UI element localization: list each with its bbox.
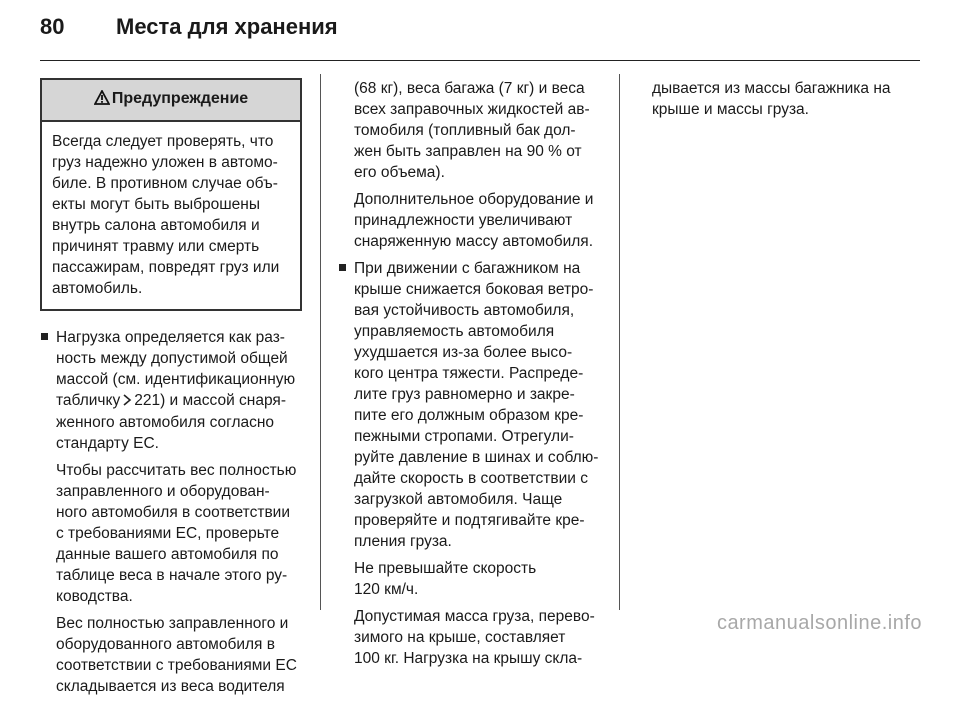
text-line: Нагрузка определяется как раз- (56, 329, 285, 346)
text-line: управляемость автомобиля (354, 323, 555, 340)
header-divider (40, 60, 920, 61)
text-line: Не превышайте скорость (354, 560, 537, 577)
text-line: Допустимая масса груза, перево- (354, 608, 595, 625)
text-line: крыше снижается боковая ветро- (354, 281, 594, 298)
text-line: кого центра тяжести. Распреде- (354, 365, 584, 382)
text-line: принадлежности увеличивают (354, 212, 573, 229)
column-divider-2 (619, 74, 620, 610)
warning-line: внутрь салона автомобиля и (52, 217, 260, 234)
page-number: 80 (40, 14, 65, 39)
text-line: данные вашего автомобиля по (56, 546, 279, 563)
warning-line: причинят травму или смерть (52, 238, 260, 255)
text-line: проверяйте и подтягивайте кре- (354, 512, 585, 529)
text-line: с требованиями ЕС, проверьте (56, 525, 280, 542)
paragraph-additional-equipment (338, 189, 610, 252)
text-line: вая устойчивость автомобиля, (354, 302, 575, 319)
paragraph-weight-continued (338, 78, 610, 183)
text-line: Вес полностью заправленного и (56, 615, 289, 632)
bullet-load-definition (40, 327, 310, 454)
text-line: загрузкой автомобиля. Чаще (354, 491, 563, 508)
column-2 (338, 78, 610, 675)
text-line: 120 км/ч. (354, 581, 419, 598)
text-line: соответствии с требованиями ЕС (56, 657, 297, 674)
page-header (40, 14, 338, 40)
warning-line: биле. В противном случае объ- (52, 175, 278, 192)
text-line: пите его должным образом кре- (354, 407, 584, 424)
warning-title: Предупреждение (111, 90, 249, 107)
text-line: оборудованного автомобиля в (56, 636, 275, 653)
text-line: Чтобы рассчитать вес полностью (56, 462, 297, 479)
warning-header (42, 80, 300, 122)
text-line: таблице веса в начале этого ру- (56, 567, 288, 584)
text-line: дайте скорость в соответствии с (354, 470, 588, 487)
column-1 (40, 78, 310, 703)
paragraph-full-weight (40, 613, 310, 697)
text-line: ухудшается из-за более высо- (354, 344, 573, 361)
text-line: всех заправочных жидкостей ав- (354, 101, 590, 118)
warning-line: груз надежно уложен в автомо- (52, 154, 278, 171)
text-line: руйте давление в шинах и соблю- (354, 449, 599, 466)
column-3 (636, 78, 918, 126)
warning-triangle-icon (94, 90, 110, 111)
text-line: ность между допустимой общей (56, 350, 288, 367)
paragraph-roof-load (338, 606, 610, 669)
text-line: Дополнительное оборудование и (354, 191, 594, 208)
text-line: заправленного и оборудован- (56, 483, 270, 500)
text-line: табличку 221) и массой снаря- (56, 390, 310, 412)
paragraph-weight-calc (40, 460, 310, 607)
warning-line: автомобиль. (52, 280, 143, 297)
text-line: жен быть заправлен на 90 % от (354, 143, 582, 160)
text-line: пления груза. (354, 533, 452, 550)
paragraph-speed-limit (338, 558, 610, 600)
text-line: женного автомобиля согласно (56, 414, 275, 431)
text-line: 100 кг. Нагрузка на крышу скла- (354, 650, 583, 667)
text-line: лите груз равномерно и закре- (354, 386, 575, 403)
text-line: складывается из веса водителя (56, 678, 285, 695)
warning-text (42, 122, 300, 309)
text-line: массой (см. идентификационную (56, 371, 296, 388)
paragraph-roof-load-continued (636, 78, 918, 120)
warning-line: екты могут быть выброшены (52, 196, 260, 213)
bullet-roof-rack (338, 258, 610, 552)
text-line: стандарту ЕС. (56, 435, 159, 452)
text-line: его объема). (354, 164, 445, 181)
column-divider-1 (320, 74, 321, 610)
text-line: При движении с багажником на (354, 260, 581, 277)
text-line: зимого на крыше, составляет (354, 629, 566, 646)
text-line: пежными стропами. Отрегули- (354, 428, 574, 445)
warning-line: пассажирам, повредят груз или (52, 259, 280, 276)
text-line: ководства. (56, 588, 133, 605)
warning-box (40, 78, 302, 311)
text-line: крыше и массы груза. (652, 101, 809, 118)
warning-line: Всегда следует проверять, что (52, 133, 274, 150)
text-line: томобиля (топливный бак дол- (354, 122, 576, 139)
text-line: дывается из массы багажника на (652, 80, 891, 97)
page-title: Места для хранения (116, 14, 338, 39)
text-line: снаряженную массу автомобиля. (354, 233, 594, 250)
page-reference-arrow-icon[interactable] (122, 391, 132, 412)
text-line: ного автомобиля в соответствии (56, 504, 290, 521)
watermark: carmanualsonline.info (716, 612, 922, 634)
text-line: (68 кг), веса багажа (7 кг) и веса (354, 80, 585, 97)
